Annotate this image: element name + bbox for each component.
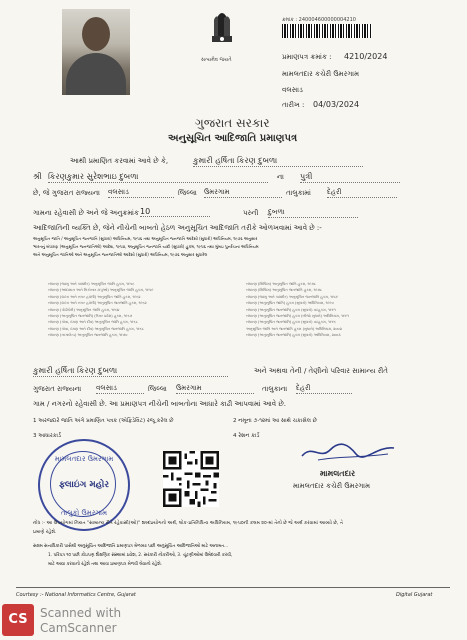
residence-taluka: ઉમરગામ — [176, 384, 254, 394]
gov-title: ગુજરાત સરકાર — [195, 116, 270, 130]
orders-list-left — [48, 281, 154, 339]
line5: આદિજાતિની વ્યક્તિ છે, જેને નીચેની બાબતો હેઠળ અનુસૂચિત આદિજાતિ તરીકે ઓળખવામાં આવે છે :- — [33, 224, 322, 232]
note-1b: પ્રમાણે રહેશે. — [33, 530, 57, 535]
place: વલસાડ — [282, 86, 303, 94]
svg-text:મામલતદાર ઉમરગામ: મામલતદાર ઉમરગામ — [54, 454, 113, 463]
line8: અને અનુસૂચિત જાતિઓ અને અનુસૂચિત જનજાતિઓ આદેશો (સુધારો) અધિનિયમ, ૧૯૭૬ અનુસાર સુધારેલ — [33, 252, 208, 257]
list-item: બંધારણ (અનુસૂચિત જનજાતિ) હુકમ (સુધારો) વટહુકમ, ૧૯૯૧ — [246, 307, 336, 312]
residence-state: ગુજરાત રાજ્યના — [33, 385, 82, 393]
note-1: નોંધ :- આ ઉપયોગમાં નિયત "સામાન્ય રીતે રહેવાસી(ઓ)" શબ્દપ્રયોગનો અર્થ, લોક-પ્રતિનિધિત્વ અધિનિયમ, ૧૯૫૦ની કલમ ૨૦-માં તેનો છે જે અર્થ કરવામાં આવ્યો છે, તે — [33, 521, 343, 526]
national-emblem-icon — [204, 10, 240, 56]
residence-village: દેહરી — [296, 384, 352, 394]
list-item: બંધારણ (સિક્કિમ) અનુસૂચિત જનજાતિ હુકમ, ૧૯૭૮ — [246, 288, 322, 293]
residence-suffix: અને અથવા તેની / તેણીનો પરિવાર સામાન્ય રીતે — [254, 367, 388, 375]
barcode-label: ક્રમાંક : 240004600000004210 — [282, 17, 356, 23]
list-item: બંધારણ (અનુસૂચિત જનજાતિ) (ઉત્તર પ્રદેશ) હુકમ, ૧૯૬૭ — [48, 314, 133, 319]
list-item: બંધારણ (ગોવા, દમણ અને દીવ) અનુસૂચિત જાતિ હુકમ, ૧૯૬૮ — [48, 320, 138, 325]
cert-no-label: પ્રમાણપત્ર ક્રમાંક : — [282, 53, 332, 61]
line4-prefix: ગામના રહેવાસી છે અને જે અનુક્રમાંક — [33, 209, 139, 217]
list-item: બંધારણ (જમ્મુ અને કાશ્મીર) અનુસૂચિત જાતિ હુકમ, ૧૯૫૬ — [48, 282, 135, 286]
footer-credit: Courtesy :- National Informatics Centre, Gujarat — [16, 592, 136, 598]
basis-item-1: 1 અરજદારે જાતિ અંગે પ્રમાણિત પત્રક (એફિડેવિટ) રજૂ કરેલ છે — [33, 418, 174, 424]
list-item: બંધારણ (અનુસૂચિત જનજાતિ) હુકમ (સુધારો) વટહુકમ, ૧૯૯૬ — [246, 320, 337, 325]
taluka: ઉમરગામ — [204, 188, 282, 198]
list-item: બંધારણ (દાદરા અને નગર હવેલી) અનુસૂચિત જનજાતિ હુકમ, ૧૯૬૨ — [48, 301, 147, 306]
basis-item-2: 2 નમૂના ૭-૧૨માં આ સાથે ચકાસેલ છે — [233, 418, 317, 424]
list-item: બંધારણ (અનુસૂચિત જાતિ) હુકમ (સુધારો) અધિનિયમ, ૧૯૯૦ — [246, 301, 334, 306]
line7: ભારતનું બંધારણ (અનુસૂચિત જનજાતિઓ) આદેશ, ૧૯૫૦, અનુસૂચિત જનજાતિ યાદી (સુધારો) હુકમ, ૧૯૫૬ તથા મુંબઇ પુનર્રચના અધિનિયમ — [33, 244, 259, 249]
residence-district: વલસાડ — [96, 384, 144, 394]
relation-label: ના — [277, 173, 284, 181]
village: દેહરી — [327, 188, 397, 198]
verification-qr-code — [163, 451, 219, 507]
list-item: બંધારણ (સિક્કિમ) અનુસૂચિત જાતિ હુકમ, ૧૯૭૮ — [246, 282, 316, 286]
note-3: 1. પરિપત્ર ૧૦ પછી કોઇપણ શૈક્ષણિક સંસ્થામાં પ્રવેશ, 2. સરકારી નોકરીઓ, 3. ચૂંટણીઓમાં ઉમેદવારી કરવી, — [48, 553, 233, 558]
list-item: બંધારણ (અનુસૂચિત જનજાતિ) હુકમ (સુધારો) અધિનિયમ, ૨૦૦૩ — [246, 333, 341, 338]
applicant-name: કુમારી હર્ષિતા કિરણ દુબળા — [193, 156, 363, 167]
camscanner-logo-icon: CS — [2, 604, 34, 636]
office-name: મામલતદાર કચેરી ઉમરગામ — [282, 70, 360, 78]
list-item: અનુસૂચિત જાતિ અને જનજાતિ હુકમ (સુધારો) અધિનિયમ, ૨૦૦૨ — [246, 326, 342, 331]
note-2: સક્ષમ સત્તાધિકારી પાસેથી અનુસૂચિત આદિજાતિ પ્રમાણપત્ર મેળવ્યા પછી અનુસૂચિત આદિજાતિઓ માટે અનામત... — [33, 544, 229, 549]
svg-text:ફ્લાઇંગ મહોર: ફ્લાઇંગ મહોર — [58, 479, 109, 490]
list-item: બંધારણ (આંદામાન અને નિકોબાર ટાપુઓ) અનુસૂચિત જાતિ હુકમ, ૧૯૫૯ — [48, 288, 154, 293]
residence-taluka-label: તાલુકાના — [262, 385, 288, 393]
caste: દુબળા — [268, 208, 358, 218]
district-label: જિલ્લા — [178, 189, 197, 197]
watermark-line-1: Scanned with — [40, 606, 122, 620]
date-label: તારીખ : — [282, 101, 305, 109]
line2-prefix: શ્રી — [33, 172, 42, 181]
issue-date: 04/03/2024 — [313, 100, 360, 109]
father-name: કિરણકુમાર સુરેશભાઇ દુબળા — [48, 172, 268, 183]
list-item: બંધારણ (નાગાલેન્ડ) અનુસૂચિત જનજાતિ હુકમ, ૧૯૭૦ — [48, 333, 128, 338]
list-item: બંધારણ (દાદરા અને નગર હવેલી) અનુસૂચિત જાતિ હુકમ, ૧૯૬૨ — [48, 294, 141, 299]
district: વલસાડ — [108, 188, 174, 198]
cert-title: અનુસૂચિત આદિજાતિ પ્રમાણપત્ર — [168, 133, 298, 144]
list-item: બંધારણ (અનુસૂચિત જનજાતિ) હુકમ (બીજો સુધારો) અધિનિયમ, ૧૯૯૧ — [246, 314, 349, 319]
list-item: બંધારણ (ગોવા, દમણ અને દીવ) અનુસૂચિત જનજાતિ હુકમ, ૧૯૬૮ — [48, 326, 144, 331]
note-4: માટે આવા કરવાનો રહેશે તથા આવા પ્રમાણપત્ર મેળવી લેવાનો રહેશે. — [48, 562, 162, 567]
line6: અનુસૂચિત જાતિ / અનુસૂચિત જનજાતિ (સુધારા) અધિનિયમ, ૧૯૫૬ તથા અનુસૂચિત જનજાતિ આદેશો (સુધારો) અધિનિયમ, ૧૯૭૬ અનુસાર — [33, 236, 258, 241]
line3-prefix: છે, જે ગુજરાત રાજ્યના — [33, 189, 100, 197]
barcode — [282, 24, 372, 38]
mamlatdar-signature — [298, 440, 398, 464]
official-seal — [38, 439, 130, 531]
taluka-label: તાલુકામાં — [286, 189, 311, 197]
footer-brand: Digital Gujarat — [396, 592, 433, 598]
serial-no: 10 — [140, 207, 210, 217]
signatory-office: મામલતદાર કચેરી ઉમરગામ — [293, 482, 371, 490]
line1-prefix: આથી પ્રમાણિત કરવામાં આવે છે કે, — [70, 157, 169, 165]
residence-district-label: જિલ્લા — [148, 385, 167, 393]
residence-name: કુમારી હર્ષિતા કિરણ દુબળા — [33, 366, 228, 377]
caste-label: પરની — [243, 209, 259, 217]
applicant-photo — [62, 9, 130, 95]
emblem-caption: સત્યમેવ જયતે — [201, 57, 232, 63]
svg-text:તાલુકો ઉમરગામ: તાલુકો ઉમરગામ — [60, 508, 107, 517]
watermark-line-2: CamScanner — [40, 621, 117, 635]
orders-list-right — [246, 281, 349, 339]
list-item: બંધારણ (પોંડીચેરી) અનુસૂચિત જાતિ હુકમ, ૧૯૬૪ — [48, 307, 120, 312]
list-item: બંધારણ (જમ્મુ અને કાશ્મીર) અનુસૂચિત જનજાતિ હુકમ, ૧૯૮૯ — [246, 294, 339, 299]
residence-line3: ગામ / નગરનો રહેવાસી છે. આ પ્રમાણપત્ર નીચેની બાબતોના આધારે કાઢી આપવામાં આવે છે. — [33, 400, 286, 408]
cert-no: 4210/2024 — [344, 52, 388, 61]
relation: પુત્રી — [300, 172, 400, 183]
basis-item-4: 4 રેશન કાર્ડ — [233, 433, 260, 439]
basis-item-3: 3 આધારકાર્ડ — [33, 433, 61, 439]
signatory-title: મામલતદાર — [320, 469, 356, 478]
